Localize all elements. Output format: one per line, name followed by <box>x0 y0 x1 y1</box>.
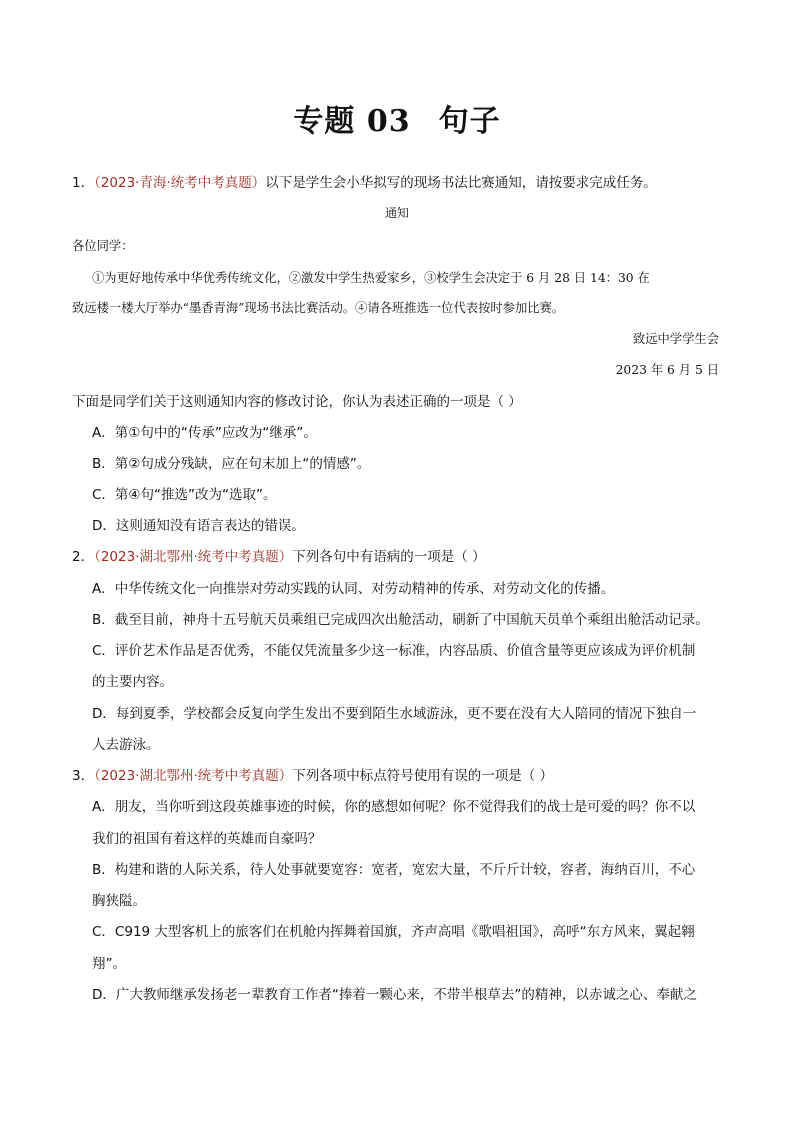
notice-title: 通知 <box>384 206 409 220</box>
q3-option-c-line1: C．C919 大型客机上的旅客们在机舱内挥舞着国旗，齐声高唱《歌唱祖国》，高呼“东方风来，翼起翱 <box>92 924 695 940</box>
q2-option-d-line1: D．每到夏季，学校都会反复向学生发出不要到陌生水域游泳，更不要在没有大人陪同的情况下独自一 <box>92 706 697 722</box>
q1-source: （2023·青海·统考中考真题） <box>94 175 266 191</box>
q3-option-d-line1: D．广大教师继承发扬老一辈教育工作者“捧着一颗心来，不带半根草去”的精神，以赤诚之心、奉献之 <box>92 987 697 1003</box>
q1-option-b: B．第②句成分残缺，应在句末加上“的情感”。 <box>92 456 371 472</box>
notice-body-line2: 致远楼一楼大厅举办“墨香青海”现场书法比赛活动。④请各班推选一位代表按时参加比赛。 <box>72 301 565 315</box>
q2-option-c-line2: 的主要内容。 <box>92 674 173 690</box>
q2-heading <box>72 547 486 567</box>
q1-option-d: D．这则通知没有语言表达的错误。 <box>92 518 305 534</box>
q1-heading <box>72 173 657 193</box>
q1-number: 1． <box>72 175 95 191</box>
notice-body-line1: ①为更好地传承中华优秀传统文化，②激发中学生热爱家乡，③校学生会决定于 6 月 28 日 14：30 在 <box>92 271 650 285</box>
page-title <box>0 96 794 140</box>
q1-option-a: A．第①句中的“传承”应改为“继承”。 <box>92 425 317 441</box>
q2-option-d-line2: 人去游泳。 <box>92 737 160 753</box>
q2-option-b: B．截至目前，神舟十五号航天员乘组已完成四次出舱活动，刷新了中国航天员单个乘组出舱活动记录。 <box>92 612 709 628</box>
title-main: 专题 03 <box>293 104 411 139</box>
notice-greeting: 各位同学： <box>72 239 134 253</box>
q2-source: （2023·湖北鄂州·统考中考真题） <box>94 549 293 565</box>
q2-option-c-line1: C．评价艺术作品是否优秀，不能仅凭流量多少这一标准，内容品质、价值含量等更应该成为评价机制 <box>92 643 696 659</box>
q1-option-c: C．第④句“推选”改为“选取”。 <box>92 487 277 503</box>
q3-heading <box>72 766 553 786</box>
notice-date: 2023 年 6 月 5 日 <box>615 363 719 377</box>
q3-option-a-line1: A．朋友，当你听到这段英雄事迹的时候，你的感想如何呢？你不觉得我们的战士是可爱的吗？你不以 <box>92 799 696 815</box>
q3-option-c-line2: 翔”。 <box>92 956 126 972</box>
q2-option-a: A．中华传统文化一向推崇对劳动实践的认同、对劳动精神的传承、对劳动文化的传播。 <box>92 581 615 597</box>
q3-option-b-line2: 胸狭隘。 <box>92 893 146 909</box>
q3-number: 3． <box>72 768 95 784</box>
q1-stem: 以下是学生会小华拟写的现场书法比赛通知，请按要求完成任务。 <box>265 175 657 191</box>
q3-stem: 下列各项中标点符号使用有误的一项是（ ） <box>292 768 554 784</box>
q1-question: 下面是同学们关于这则通知内容的修改讨论，你认为表述正确的一项是（ ） <box>72 394 522 410</box>
q3-option-a-line2: 我们的祖国有着这样的英雄而自豪吗？ <box>92 831 322 847</box>
title-sub: 句子 <box>438 104 501 139</box>
q2-number: 2． <box>72 549 95 565</box>
notice-signature: 致远中学学生会 <box>632 332 719 346</box>
q3-option-b-line1: B．构建和谐的人际关系，待人处事就要宽容：宽者，宽宏大量，不斤斤计较，容者，海纳百川，不心 <box>92 862 696 878</box>
q3-source: （2023·湖北鄂州·统考中考真题） <box>94 768 293 784</box>
q2-stem: 下列各句中有语病的一项是（ ） <box>292 549 486 565</box>
